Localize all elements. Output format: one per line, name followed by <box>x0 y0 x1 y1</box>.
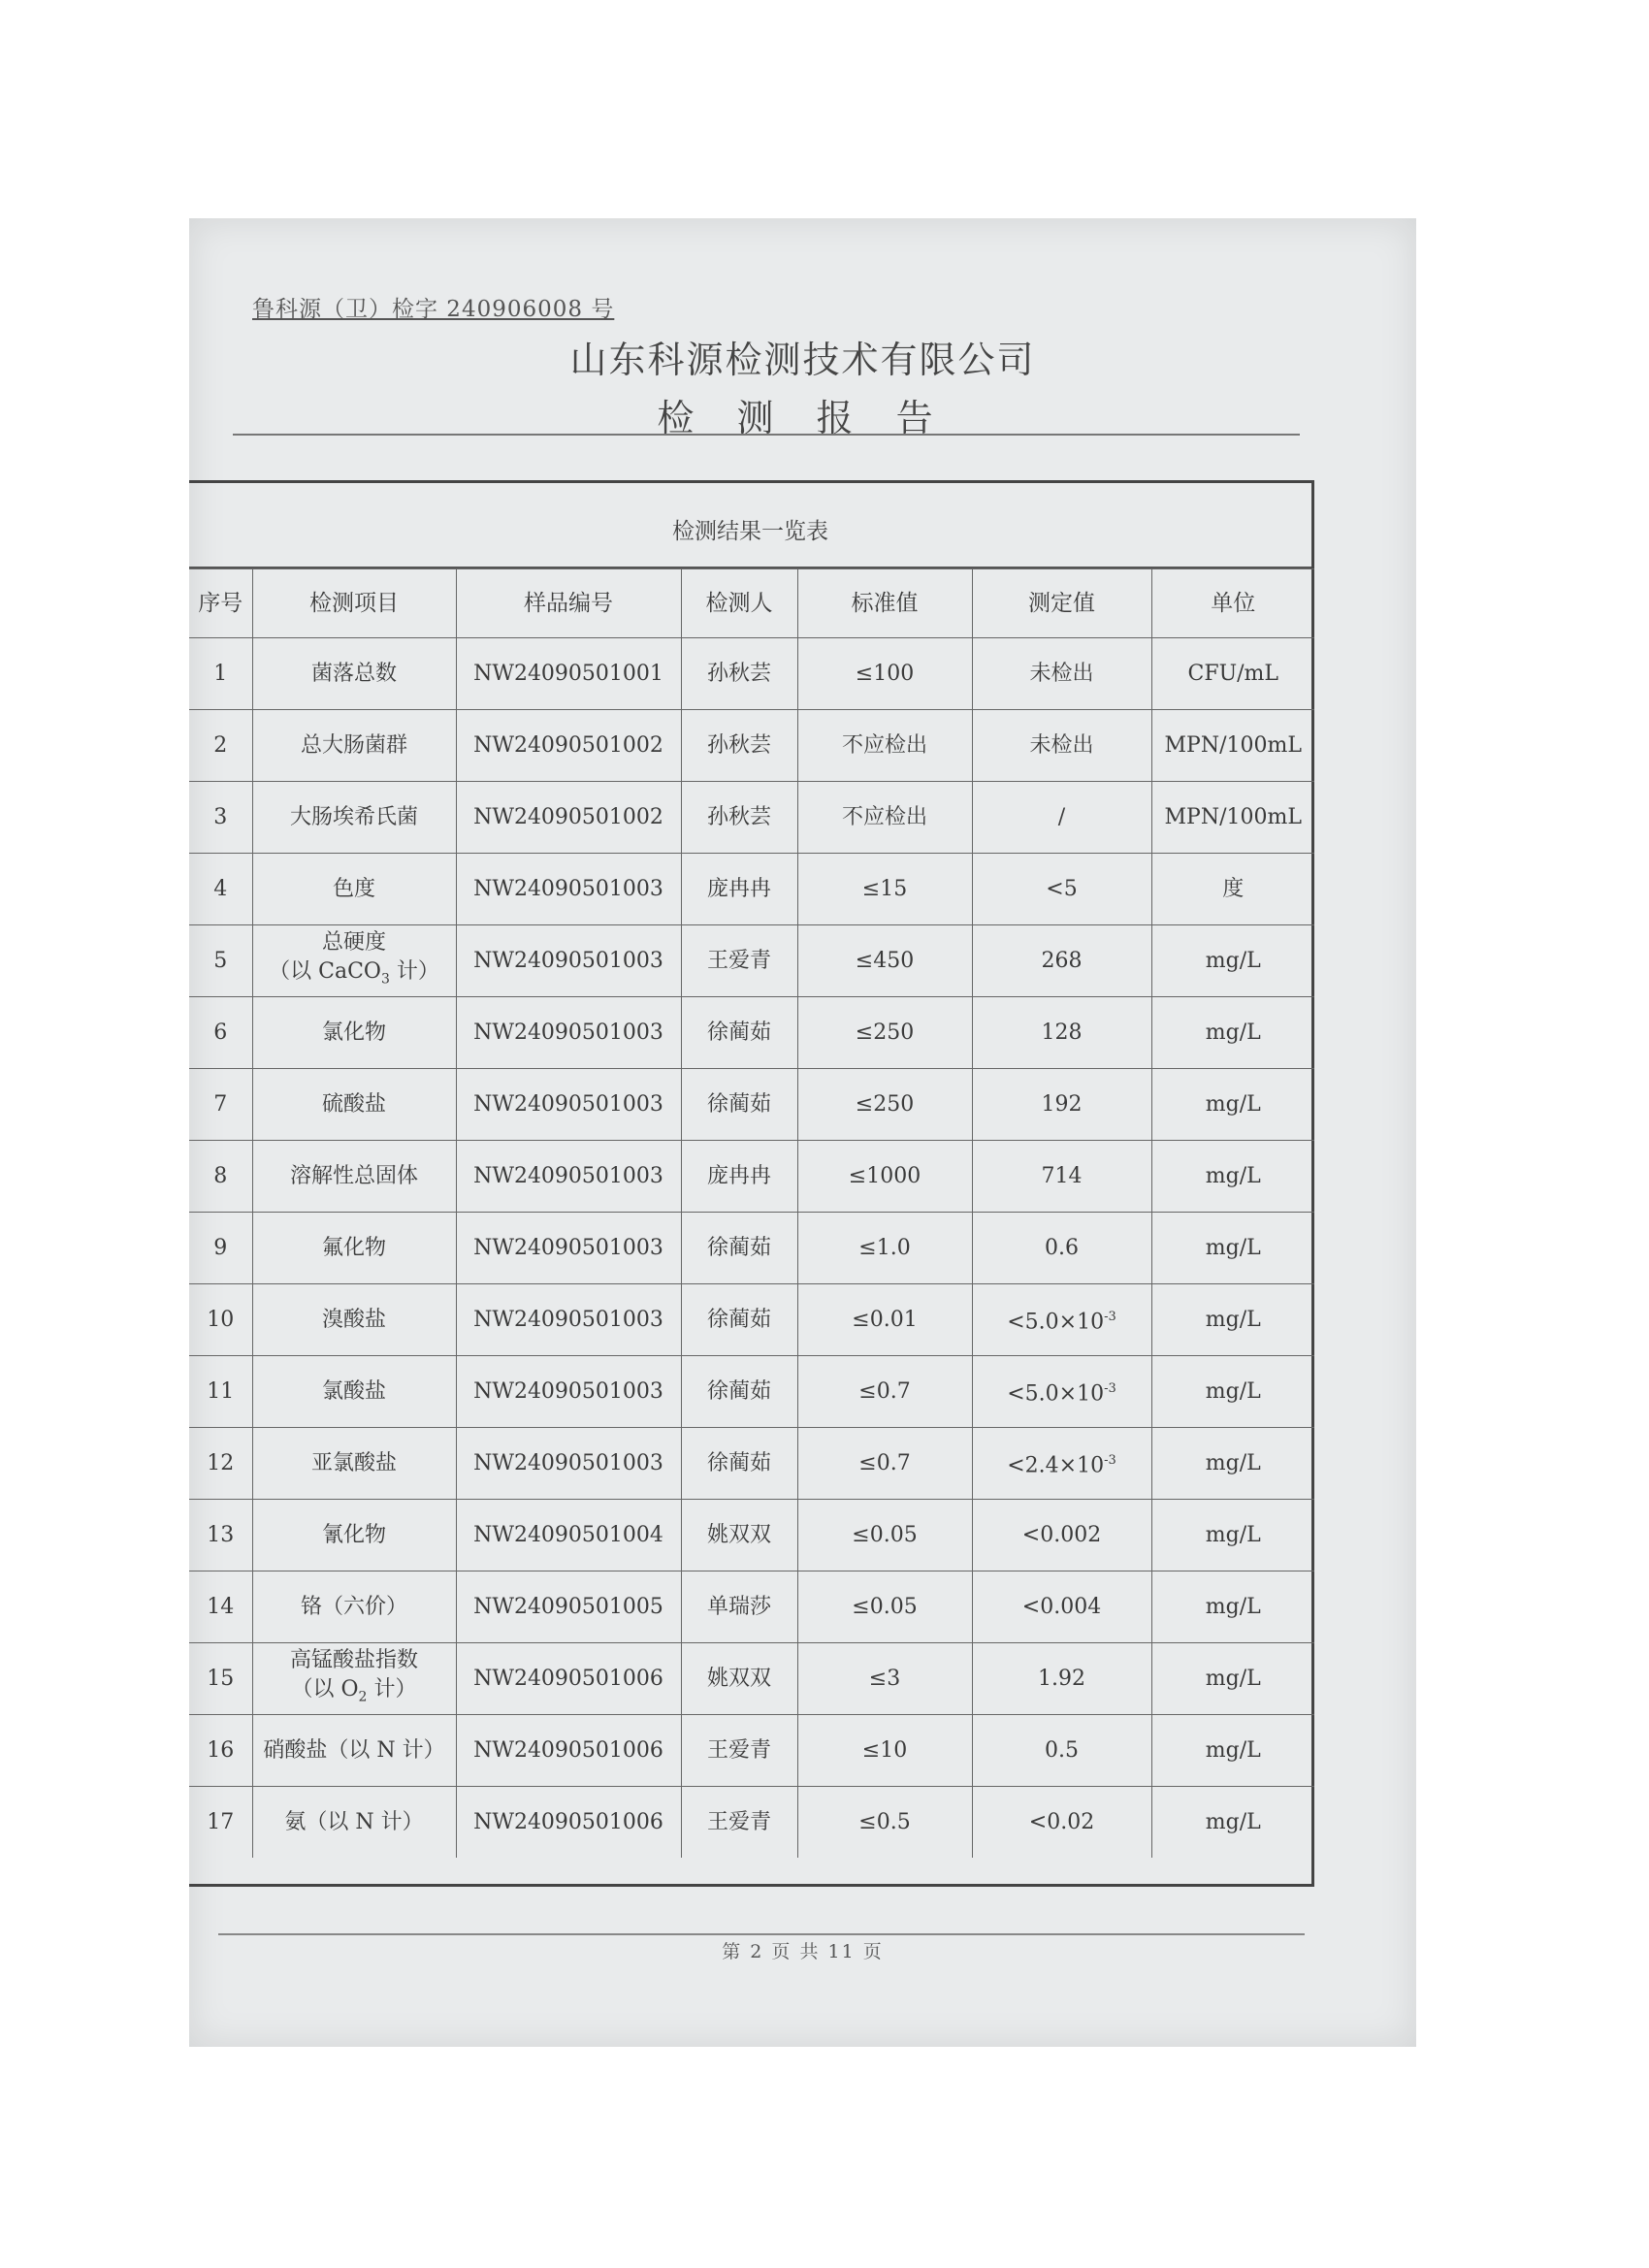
cell-standard: ≤450 <box>797 925 972 997</box>
table-row <box>189 1571 1314 1643</box>
cell-measured: 0.6 <box>972 1213 1151 1284</box>
cell-measured: <5 <box>972 854 1151 925</box>
table-row <box>189 1213 1314 1284</box>
item-name: 氰化物 <box>321 1522 386 1547</box>
cell-sample-id: NW24090501003 <box>456 854 681 925</box>
page-number: 第 2 页 共 11 页 <box>722 1941 884 1962</box>
cell-sample-id: NW24090501006 <box>456 1715 681 1787</box>
cell-measured: 1.92 <box>972 1643 1151 1715</box>
cell-sample-id: NW24090501001 <box>456 638 681 710</box>
cell-item <box>252 1787 456 1859</box>
cell-item <box>252 638 456 710</box>
cell-sample-id: NW24090501003 <box>456 1428 681 1500</box>
table-row <box>189 1356 1314 1428</box>
table-row <box>189 1141 1314 1213</box>
cell-unit: CFU/mL <box>1151 638 1314 710</box>
item-name: 溶解性总固体 <box>289 1163 418 1188</box>
item-note <box>257 957 452 993</box>
cell-measured <box>972 1284 1151 1356</box>
cell-unit: MPN/100mL <box>1151 782 1314 854</box>
cell-no: 14 <box>189 1571 252 1643</box>
cell-measured: 192 <box>972 1069 1151 1141</box>
item-name: 亚氯酸盐 <box>310 1450 397 1475</box>
cell-measured: 0.5 <box>972 1715 1151 1787</box>
cell-tester: 姚双双 <box>681 1643 797 1715</box>
cell-measured: <0.004 <box>972 1571 1151 1643</box>
cell-sample-id: NW24090501003 <box>456 1213 681 1284</box>
cell-standard: ≤250 <box>797 997 972 1069</box>
cell-unit: 度 <box>1151 854 1314 925</box>
cell-unit: mg/L <box>1151 1571 1314 1643</box>
cell-item <box>252 782 456 854</box>
cell-unit: mg/L <box>1151 1213 1314 1284</box>
item-name: 硝酸盐（以 N 计） <box>263 1737 445 1763</box>
header-divider <box>233 434 1300 436</box>
table-row <box>189 782 1314 854</box>
cell-measured: 268 <box>972 925 1151 997</box>
cell-unit: mg/L <box>1151 1069 1314 1141</box>
cell-unit: mg/L <box>1151 1428 1314 1500</box>
item-note-suffix: 计） <box>389 958 439 984</box>
cell-tester: 徐蔺茹 <box>681 1356 797 1428</box>
cell-unit: mg/L <box>1151 1643 1314 1715</box>
cell-item <box>252 1715 456 1787</box>
cell-sample-id: NW24090501005 <box>456 1571 681 1643</box>
table-row <box>189 1500 1314 1571</box>
table-row <box>189 854 1314 925</box>
cell-standard: ≤100 <box>797 638 972 710</box>
cell-tester: 徐蔺茹 <box>681 1428 797 1500</box>
item-name: 总大肠菌群 <box>300 732 407 758</box>
cell-measured: <0.002 <box>972 1500 1151 1571</box>
table-row <box>189 1428 1314 1500</box>
cell-tester: 庞冉冉 <box>681 854 797 925</box>
cell-sample-id: NW24090501004 <box>456 1500 681 1571</box>
item-note-suffix: 计） <box>367 1676 417 1701</box>
item-note-subscript: 3 <box>380 971 390 988</box>
measured-base: <2.4×10 <box>1007 1453 1105 1478</box>
cell-item <box>252 1284 456 1356</box>
table-row <box>189 1787 1314 1859</box>
cell-no: 16 <box>189 1715 252 1787</box>
item-name: 高锰酸盐指数 <box>289 1647 418 1672</box>
cell-no: 15 <box>189 1643 252 1715</box>
item-note-prefix: （以 CaCO <box>269 958 381 984</box>
cell-no: 10 <box>189 1284 252 1356</box>
item-name: 溴酸盐 <box>321 1307 386 1332</box>
cell-no: 3 <box>189 782 252 854</box>
table-row <box>189 925 1314 997</box>
cell-no: 6 <box>189 997 252 1069</box>
table-caption: 检测结果一览表 <box>189 483 1311 568</box>
measured-base: <5.0×10 <box>1007 1310 1105 1335</box>
item-name: 氯酸盐 <box>321 1378 386 1404</box>
cell-item <box>252 925 456 997</box>
results-table <box>189 568 1314 1858</box>
cell-no: 11 <box>189 1356 252 1428</box>
item-name: 色度 <box>332 876 375 901</box>
cell-unit: mg/L <box>1151 1284 1314 1356</box>
col-header-no: 序号 <box>189 569 252 638</box>
cell-measured: 128 <box>972 997 1151 1069</box>
cell-standard: ≤1000 <box>797 1141 972 1213</box>
col-header-tester: 检测人 <box>681 569 797 638</box>
cell-item <box>252 1500 456 1571</box>
measured-exponent: -3 <box>1104 1452 1116 1468</box>
cell-sample-id: NW24090501002 <box>456 782 681 854</box>
table-row <box>189 1715 1314 1787</box>
cell-measured: 未检出 <box>972 638 1151 710</box>
col-header-item: 检测项目 <box>252 569 456 638</box>
cell-tester: 孙秋芸 <box>681 638 797 710</box>
cell-sample-id: NW24090501002 <box>456 710 681 782</box>
cell-standard: 不应检出 <box>797 710 972 782</box>
cell-item <box>252 1356 456 1428</box>
cell-tester: 王爱青 <box>681 1787 797 1859</box>
cell-no: 5 <box>189 925 252 997</box>
cell-sample-id: NW24090501003 <box>456 997 681 1069</box>
table-header-row <box>189 569 1314 638</box>
col-header-sample: 样品编号 <box>456 569 681 638</box>
results-table-box <box>189 480 1314 1887</box>
cell-item <box>252 1643 456 1715</box>
cell-no: 8 <box>189 1141 252 1213</box>
cell-tester: 孙秋芸 <box>681 710 797 782</box>
cell-standard: ≤1.0 <box>797 1213 972 1284</box>
item-name: 总硬度 <box>321 929 386 955</box>
cell-no: 17 <box>189 1787 252 1859</box>
item-note <box>257 1675 452 1711</box>
cell-standard: ≤3 <box>797 1643 972 1715</box>
report-number: 鲁科源（卫）检字 240906008 号 <box>252 297 615 322</box>
table-row <box>189 1643 1314 1715</box>
cell-measured <box>972 1356 1151 1428</box>
cell-unit: mg/L <box>1151 1356 1314 1428</box>
cell-item <box>252 997 456 1069</box>
cell-sample-id: NW24090501003 <box>456 1356 681 1428</box>
table-row <box>189 997 1314 1069</box>
measured-exponent: -3 <box>1104 1309 1116 1324</box>
cell-standard: ≤0.05 <box>797 1500 972 1571</box>
item-name: 氯化物 <box>321 1020 386 1045</box>
cell-measured: 未检出 <box>972 710 1151 782</box>
cell-unit: mg/L <box>1151 997 1314 1069</box>
company-name: 山东科源检测技术有限公司 <box>569 339 1036 381</box>
cell-standard: ≤0.05 <box>797 1571 972 1643</box>
item-name: 菌落总数 <box>310 661 397 686</box>
cell-no: 2 <box>189 710 252 782</box>
cell-tester: 徐蔺茹 <box>681 997 797 1069</box>
cell-unit: mg/L <box>1151 1787 1314 1859</box>
table-row <box>189 710 1314 782</box>
cell-standard: 不应检出 <box>797 782 972 854</box>
col-header-standard: 标准值 <box>797 569 972 638</box>
cell-sample-id: NW24090501006 <box>456 1643 681 1715</box>
cell-measured: <0.02 <box>972 1787 1151 1859</box>
cell-standard: ≤0.7 <box>797 1428 972 1500</box>
cell-measured: / <box>972 782 1151 854</box>
cell-sample-id: NW24090501003 <box>456 1141 681 1213</box>
cell-measured <box>972 1428 1151 1500</box>
cell-no: 1 <box>189 638 252 710</box>
cell-item <box>252 1213 456 1284</box>
cell-unit: mg/L <box>1151 1715 1314 1787</box>
cell-no: 12 <box>189 1428 252 1500</box>
cell-sample-id: NW24090501003 <box>456 1284 681 1356</box>
cell-tester: 徐蔺茹 <box>681 1284 797 1356</box>
cell-no: 7 <box>189 1069 252 1141</box>
cell-item <box>252 1069 456 1141</box>
item-name: 铬（六价） <box>300 1594 407 1619</box>
cell-unit: mg/L <box>1151 1141 1314 1213</box>
cell-standard: ≤15 <box>797 854 972 925</box>
cell-no: 13 <box>189 1500 252 1571</box>
cell-tester: 徐蔺茹 <box>681 1213 797 1284</box>
cell-standard: ≤10 <box>797 1715 972 1787</box>
item-name: 大肠埃希氏菌 <box>289 804 418 829</box>
cell-sample-id: NW24090501003 <box>456 925 681 997</box>
cell-item <box>252 1428 456 1500</box>
table-body <box>189 638 1314 1859</box>
cell-tester: 单瑞莎 <box>681 1571 797 1643</box>
cell-item <box>252 710 456 782</box>
item-name: 硫酸盐 <box>321 1091 386 1117</box>
cell-sample-id: NW24090501003 <box>456 1069 681 1141</box>
cell-sample-id: NW24090501006 <box>456 1787 681 1859</box>
item-name: 氨（以 N 计） <box>284 1809 424 1834</box>
footer-divider <box>218 1933 1305 1935</box>
col-header-measured: 测定值 <box>972 569 1151 638</box>
cell-tester: 庞冉冉 <box>681 1141 797 1213</box>
cell-tester: 姚双双 <box>681 1500 797 1571</box>
cell-tester: 王爱青 <box>681 1715 797 1787</box>
cell-no: 4 <box>189 854 252 925</box>
cell-unit: MPN/100mL <box>1151 710 1314 782</box>
table-row <box>189 638 1314 710</box>
cell-tester: 徐蔺茹 <box>681 1069 797 1141</box>
table-row <box>189 1284 1314 1356</box>
item-note-prefix: （以 O <box>291 1676 359 1701</box>
measured-exponent: -3 <box>1104 1380 1116 1396</box>
document-title: 检 测 报 告 <box>657 397 949 439</box>
cell-no: 9 <box>189 1213 252 1284</box>
item-note-subscript: 2 <box>358 1689 368 1705</box>
cell-item <box>252 1571 456 1643</box>
cell-measured: 714 <box>972 1141 1151 1213</box>
cell-unit: mg/L <box>1151 925 1314 997</box>
cell-item <box>252 854 456 925</box>
cell-tester: 孙秋芸 <box>681 782 797 854</box>
cell-unit: mg/L <box>1151 1500 1314 1571</box>
cell-standard: ≤0.7 <box>797 1356 972 1428</box>
item-name: 氟化物 <box>321 1235 386 1260</box>
cell-tester: 王爱青 <box>681 925 797 997</box>
cell-standard: ≤250 <box>797 1069 972 1141</box>
cell-item <box>252 1141 456 1213</box>
col-header-unit: 单位 <box>1151 569 1314 638</box>
cell-standard: ≤0.5 <box>797 1787 972 1859</box>
measured-base: <5.0×10 <box>1007 1381 1105 1407</box>
cell-standard: ≤0.01 <box>797 1284 972 1356</box>
table-row <box>189 1069 1314 1141</box>
